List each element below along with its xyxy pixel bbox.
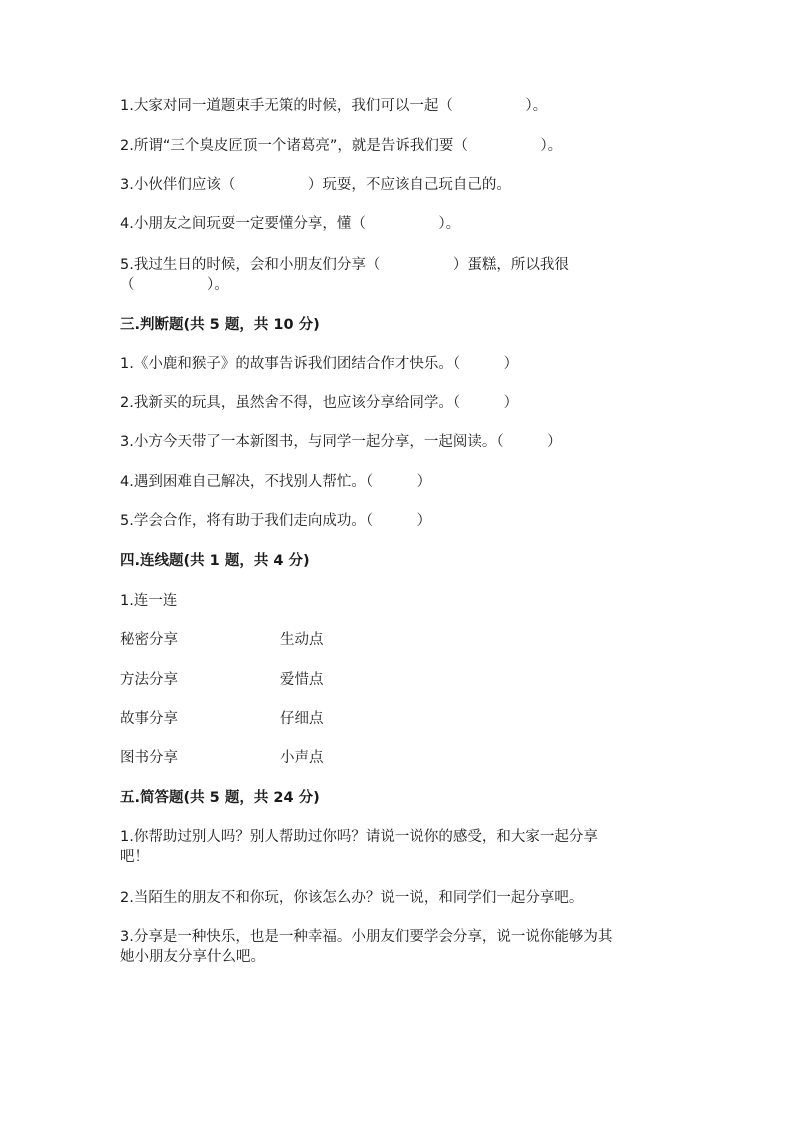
fill-blank-question-4: 4.小朋友之间玩耍一定要懂分享，懂（ ）。	[120, 216, 461, 232]
fill-blank-question-5-line-2: （ ）。	[120, 277, 229, 293]
section-heading-matching: 四.连线题(共 1 题，共 4 分)	[120, 553, 310, 569]
fill-blank-question-3: 3.小伙伴们应该（ ）玩耍，不应该自己玩自己的。	[120, 177, 511, 193]
matching-left-item: 秘密分享	[120, 632, 178, 648]
judge-question-2: 2.我新买的玩具，虽然舍不得，也应该分享给同学。（ ）	[120, 395, 519, 411]
short-answer-question-2: 2.当陌生的朋友不和你玩，你该怎么办？说一说，和同学们一起分享吧。	[120, 890, 584, 906]
judge-question-4: 4.遇到困难自己解决，不找别人帮忙。（ ）	[120, 474, 432, 490]
matching-left-item: 故事分享	[120, 711, 178, 727]
matching-question-1: 1.连一连	[120, 593, 178, 609]
section-heading-short-answer: 五.简答题(共 5 题，共 24 分)	[120, 790, 320, 806]
judge-question-3: 3.小方今天带了一本新图书，与同学一起分享，一起阅读。（ ）	[120, 434, 562, 450]
short-answer-question-1-line-1: 1.你帮助过别人吗？别人帮助过你吗？请说一说你的感受，和大家一起分享	[120, 829, 598, 845]
short-answer-question-3-line-2: 她小朋友分享什么吧。	[120, 949, 265, 965]
section-heading-judge: 三.判断题(共 5 题，共 10 分)	[120, 317, 320, 333]
fill-blank-question-1: 1.大家对同一道题束手无策的时候，我们可以一起（ ）。	[120, 98, 548, 114]
matching-left-item: 方法分享	[120, 672, 178, 688]
matching-right-item: 爱惜点	[280, 672, 324, 688]
judge-question-5: 5.学会合作，将有助于我们走向成功。（ ）	[120, 513, 432, 529]
judge-question-1: 1.《小鹿和猴子》的故事告诉我们团结合作才快乐。（ ）	[120, 356, 519, 372]
matching-right-item: 生动点	[280, 632, 324, 648]
short-answer-question-1-line-2: 吧！	[120, 849, 149, 865]
matching-right-item: 小声点	[280, 750, 324, 766]
fill-blank-question-5-line-1: 5.我过生日的时候，会和小朋友们分享（ ）蛋糕，所以我很	[120, 257, 569, 273]
short-answer-question-3-line-1: 3.分享是一种快乐，也是一种幸福。小朋友们要学会分享，说一说你能够为其	[120, 929, 613, 945]
matching-right-item: 仔细点	[280, 711, 324, 727]
matching-left-item: 图书分享	[120, 750, 178, 766]
fill-blank-question-2: 2.所谓“三个臭皮匠顶一个诸葛亮”，就是告诉我们要（ ）。	[120, 138, 563, 154]
